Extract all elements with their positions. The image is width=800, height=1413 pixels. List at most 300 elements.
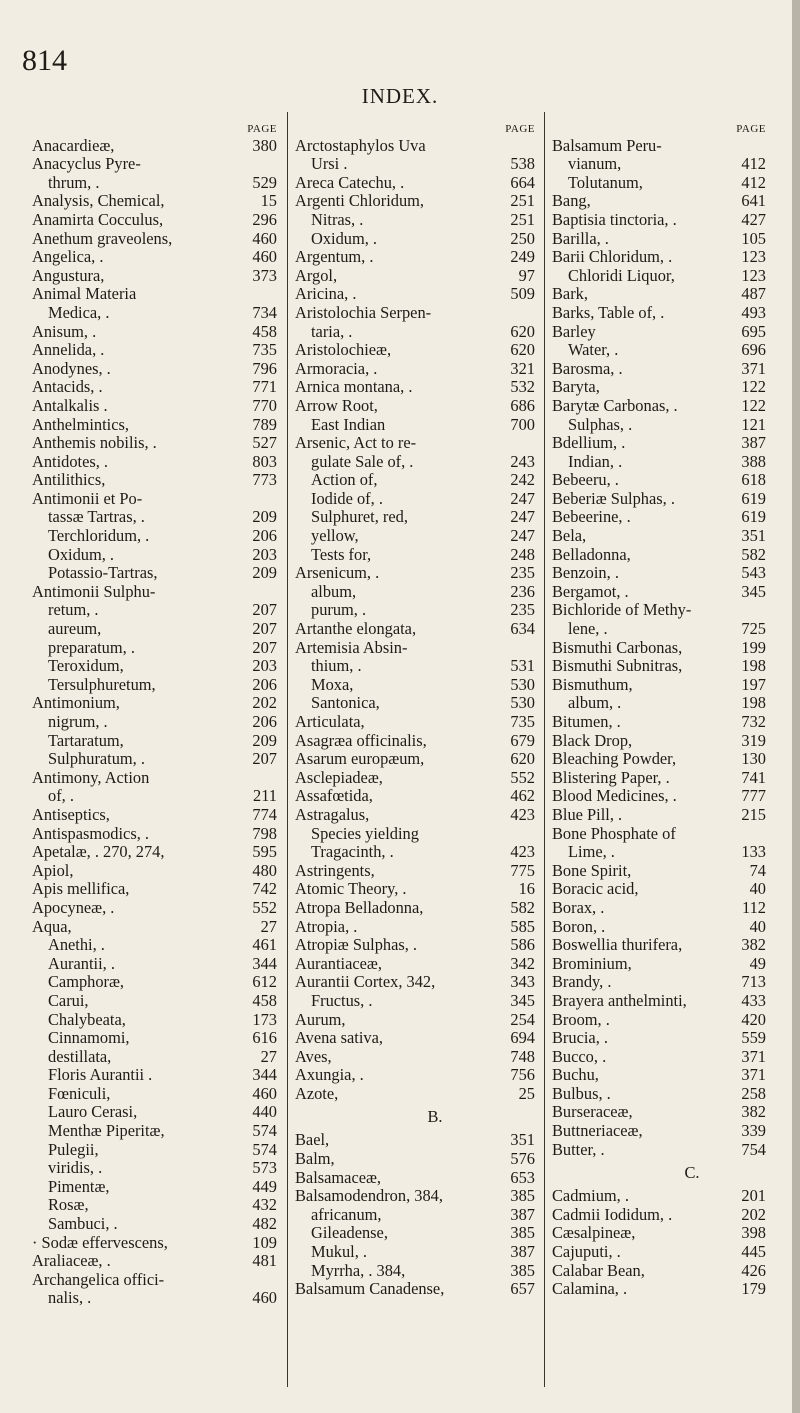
entry-page: 382 — [741, 1102, 766, 1122]
entry-term: Assafœtida, — [295, 786, 373, 806]
entry-page: 694 — [510, 1028, 535, 1048]
entry-term: Terchloridum, . — [48, 526, 150, 546]
index-entry — [552, 694, 792, 713]
entry-page: 371 — [741, 1065, 766, 1085]
index-entry — [32, 936, 277, 955]
entry-page: 343 — [510, 972, 535, 992]
index-entry — [32, 285, 277, 304]
index-entry — [32, 360, 277, 379]
index-entry — [295, 713, 535, 732]
entry-term: Astringents, — [295, 860, 375, 880]
index-entry — [32, 397, 277, 416]
entry-page: 249 — [510, 247, 535, 267]
entry-term: Bitumen, . — [552, 712, 621, 731]
running-head: INDEX. — [361, 84, 439, 108]
index-entry — [552, 899, 792, 918]
index-entry — [295, 453, 535, 472]
index-entry — [32, 825, 277, 844]
entry-term: Brominium, — [552, 953, 632, 973]
index-entry — [32, 1141, 277, 1160]
entry-page: 458 — [252, 990, 277, 1010]
index-entry — [295, 546, 535, 565]
entry-term: Anthelmintics, — [32, 414, 129, 434]
index-entry — [32, 1066, 277, 1085]
entry-page: 198 — [741, 656, 766, 676]
index-entry — [552, 1262, 792, 1281]
entry-term: Lime, . — [568, 842, 615, 862]
entry-page: 412 — [741, 172, 766, 192]
entry-page: 122 — [741, 395, 766, 415]
index-entry — [32, 1178, 277, 1197]
index-entry — [32, 211, 277, 230]
index-entry — [295, 918, 535, 937]
entry-page: 732 — [741, 712, 766, 731]
entry-page: 480 — [252, 860, 277, 880]
index-entry — [552, 1085, 792, 1104]
index-entry — [32, 732, 277, 751]
index-entry — [295, 137, 535, 156]
entry-page: 595 — [252, 842, 277, 862]
entry-page: 725 — [741, 619, 766, 639]
entry-page: 235 — [510, 563, 535, 583]
entry-page: 582 — [741, 544, 766, 564]
entry-term: Sambuci, . — [48, 1214, 118, 1234]
index-entry — [295, 750, 535, 769]
entry-term: Antalkalis . — [32, 395, 108, 415]
index-entry — [552, 174, 792, 193]
index-entry — [295, 620, 535, 639]
entry-term: Antispasmodics, . — [32, 823, 150, 843]
entry-term: Analysis, Chemical, — [32, 191, 165, 211]
entry-term: of, . — [48, 786, 74, 806]
entry-page: 342 — [510, 953, 535, 973]
entry-term: thrum, . — [48, 172, 100, 192]
index-entry — [552, 1029, 792, 1048]
index-entry — [295, 1169, 535, 1188]
entry-page: 734 — [252, 302, 277, 322]
index-entry — [552, 1122, 792, 1141]
index-entry — [552, 1048, 792, 1067]
index-entry — [32, 899, 277, 918]
entry-page: 123 — [741, 247, 766, 267]
index-entry — [295, 657, 535, 676]
entry-term: Antidotes, . — [32, 451, 109, 471]
entry-page: 530 — [510, 693, 535, 713]
entry-term: yellow, — [311, 526, 359, 546]
entry-page: 789 — [252, 414, 277, 434]
entry-term: Bang, — [552, 191, 591, 211]
index-entry — [552, 825, 792, 844]
entry-term: Aurum, — [295, 1009, 346, 1029]
entry-term: Arsenic, Act to re- — [295, 433, 417, 453]
entry-term: Aurantii, . — [48, 953, 115, 973]
entry-page: 235 — [510, 600, 535, 620]
entry-page: 432 — [252, 1195, 277, 1215]
entry-page: 420 — [741, 1009, 766, 1029]
page-number: 814 — [22, 44, 67, 77]
entry-term: Anacyclus Pyre- — [32, 154, 141, 174]
entry-page: 619 — [741, 507, 766, 527]
index-entry — [552, 192, 792, 211]
index-entry — [32, 973, 277, 992]
index-entry — [295, 211, 535, 230]
index-entry — [552, 1066, 792, 1085]
entry-page: 385 — [510, 1260, 535, 1280]
index-entry — [295, 899, 535, 918]
entry-page: 243 — [510, 451, 535, 471]
entry-page: 679 — [510, 730, 535, 750]
index-entry — [552, 880, 792, 899]
entry-page: 803 — [252, 451, 277, 471]
entry-page: 179 — [741, 1279, 766, 1299]
entry-term: destillata, — [48, 1046, 112, 1066]
index-entry — [32, 918, 277, 937]
index-entry — [295, 694, 535, 713]
entry-term: Antimony, Action — [32, 767, 150, 787]
entry-page: 530 — [510, 674, 535, 694]
entry-term: Barilla, . — [552, 228, 609, 248]
entry-term: Bdellium, . — [552, 433, 626, 453]
entry-term: Action of, — [311, 470, 378, 490]
index-entry — [552, 230, 792, 249]
page-column-header: PAGE — [247, 123, 277, 135]
entry-page: 771 — [252, 377, 277, 397]
entry-page: 460 — [252, 247, 277, 267]
index-entry — [32, 267, 277, 286]
index-entry — [552, 936, 792, 955]
entry-term: Pimentæ, — [48, 1176, 110, 1196]
entry-page: 199 — [741, 637, 766, 657]
entry-page: 460 — [252, 228, 277, 248]
entry-term: Animal Materia — [32, 284, 137, 304]
entry-term: Oxidum, . — [48, 544, 115, 564]
index-entry — [552, 564, 792, 583]
entry-term: Bebeeru, . — [552, 470, 619, 490]
entry-page: 574 — [252, 1139, 277, 1159]
entry-term: Barosma, . — [552, 358, 623, 378]
index-entry — [552, 1243, 792, 1262]
index-entry — [32, 713, 277, 732]
entry-page: 754 — [741, 1139, 766, 1159]
entry-term: Artemisia Absin- — [295, 637, 408, 657]
entry-term: Boron, . — [552, 916, 606, 936]
entry-page: 215 — [741, 804, 766, 824]
index-entry — [32, 639, 277, 658]
index-entry — [32, 657, 277, 676]
entry-term: Barks, Table of, . — [552, 302, 665, 322]
section-letter: B. — [427, 1107, 443, 1127]
index-entry — [552, 676, 792, 695]
entry-term: album, . — [568, 693, 622, 713]
index-entry — [32, 769, 277, 788]
entry-page: 748 — [510, 1046, 535, 1066]
index-entry — [295, 174, 535, 193]
entry-term: Apis mellifica, — [32, 879, 130, 899]
entry-term: Species yielding — [311, 823, 419, 843]
index-entry — [552, 341, 792, 360]
entry-page: 695 — [741, 321, 766, 341]
entry-term: Sulphuratum, . — [48, 749, 145, 769]
entry-term: Indian, . — [568, 451, 623, 471]
entry-page: 460 — [252, 1083, 277, 1103]
entry-term: Astragalus, — [295, 804, 370, 824]
index-column-3 — [552, 118, 792, 1299]
entry-term: Argol, — [295, 265, 338, 285]
index-entry — [295, 527, 535, 546]
entry-page: 460 — [252, 1288, 277, 1308]
entry-term: Borax, . — [552, 897, 605, 917]
entry-page: 445 — [741, 1242, 766, 1262]
entry-term: Anodynes, . — [32, 358, 111, 378]
entry-term: Barii Chloridum, . — [552, 247, 673, 267]
entry-term: Aqua, — [32, 916, 72, 936]
entry-page: 242 — [510, 470, 535, 490]
entry-term: Beberiæ Sulphas, . — [552, 488, 675, 508]
entry-page: 112 — [742, 897, 766, 917]
index-entry — [32, 955, 277, 974]
index-entry — [295, 787, 535, 806]
index-entry — [552, 750, 792, 769]
entry-page: 620 — [510, 749, 535, 769]
index-entry — [295, 1187, 535, 1206]
index-entry — [32, 378, 277, 397]
entry-term: Annelida, . — [32, 340, 105, 360]
entry-page: 440 — [252, 1102, 277, 1122]
entry-term: Burseraceæ, — [552, 1102, 633, 1122]
entry-term: Sulphuret, red, — [311, 507, 408, 527]
entry-term: Tolutanum, — [568, 172, 643, 192]
index-entry — [552, 1141, 792, 1160]
entry-term: Boswellia thurifera, — [552, 935, 683, 955]
entry-term: Bebeerine, . — [552, 507, 631, 527]
index-entry — [295, 973, 535, 992]
entry-page: 742 — [252, 879, 277, 899]
index-entry — [32, 1289, 277, 1308]
entry-page: 27 — [260, 916, 277, 936]
index-entry — [32, 1252, 277, 1271]
entry-term: Teroxidum, — [48, 656, 124, 676]
entry-page: 40 — [749, 916, 766, 936]
entry-term: Water, . — [568, 340, 619, 360]
entry-page: 202 — [741, 1204, 766, 1224]
entry-term: Floris Aurantii . — [48, 1065, 153, 1085]
index-column-1 — [32, 118, 277, 1308]
entry-term: Blistering Paper, . — [552, 767, 670, 787]
entry-page: 387 — [741, 433, 766, 453]
entry-page: 385 — [510, 1186, 535, 1206]
index-entry — [32, 676, 277, 695]
entry-term: Arsenicum, . — [295, 563, 380, 583]
index-entry — [295, 769, 535, 788]
index-entry — [552, 434, 792, 453]
entry-page: 423 — [510, 804, 535, 824]
entry-term: Asarum europæum, — [295, 749, 425, 769]
entry-page: 236 — [510, 581, 535, 601]
entry-page: 559 — [741, 1028, 766, 1048]
index-entry — [552, 1224, 792, 1243]
entry-term: Nitras, . — [311, 209, 364, 229]
entry-page: 207 — [252, 600, 277, 620]
entry-page: 582 — [510, 897, 535, 917]
entry-page: 798 — [252, 823, 277, 843]
index-entry — [552, 787, 792, 806]
entry-page: 345 — [741, 581, 766, 601]
entry-term: Cinnamomi, — [48, 1028, 130, 1048]
entry-term: Bela, — [552, 526, 587, 546]
entry-page: 387 — [510, 1242, 535, 1262]
entry-term: Angelica, . — [32, 247, 104, 267]
index-entry — [32, 174, 277, 193]
index-entry — [295, 1150, 535, 1169]
entry-page: 74 — [749, 860, 766, 880]
index-entry — [552, 1280, 792, 1299]
entry-page: 773 — [252, 470, 277, 490]
entry-page: 321 — [510, 358, 535, 378]
index-entry — [552, 397, 792, 416]
entry-page: 351 — [741, 526, 766, 546]
entry-term: Oxidum, . — [311, 228, 378, 248]
entry-term: Axungia, . — [295, 1065, 364, 1085]
entry-page: 543 — [741, 563, 766, 583]
entry-page: 371 — [741, 1046, 766, 1066]
entry-page: 206 — [252, 712, 277, 731]
entry-page: 351 — [510, 1130, 535, 1150]
index-entry — [32, 1196, 277, 1215]
entry-term: africanum, — [311, 1204, 382, 1224]
entry-term: Baryta, — [552, 377, 600, 397]
entry-term: Camphoræ, — [48, 972, 125, 992]
index-entry — [552, 973, 792, 992]
entry-page: 713 — [741, 972, 766, 992]
entry-page: 207 — [252, 637, 277, 657]
entry-page: 585 — [510, 916, 535, 936]
entry-page: 770 — [252, 395, 277, 415]
entry-page: 40 — [749, 879, 766, 899]
index-entry — [295, 936, 535, 955]
entry-term: Balm, — [295, 1149, 335, 1169]
index-entry — [32, 880, 277, 899]
entry-page: 756 — [510, 1065, 535, 1085]
entry-term: Antiseptics, — [32, 804, 110, 824]
entry-term: Apiol, — [32, 860, 74, 880]
entry-term: Sulphas, . — [568, 414, 633, 434]
index-entry — [295, 1280, 535, 1299]
index-entry — [552, 769, 792, 788]
index-entry — [552, 1206, 792, 1225]
index-entry — [295, 471, 535, 490]
entry-page: 380 — [252, 135, 277, 155]
entry-term: Articulata, — [295, 712, 365, 731]
entry-term: Rosæ, — [48, 1195, 89, 1215]
entry-term: Arrow Root, — [295, 395, 378, 415]
entry-page: 423 — [510, 842, 535, 862]
entry-page: 696 — [741, 340, 766, 360]
entry-term: Chloridi Liquor, — [568, 265, 675, 285]
index-entry — [32, 248, 277, 267]
entry-page: 371 — [741, 358, 766, 378]
entry-term: taria, . — [311, 321, 353, 341]
entry-page: 105 — [741, 228, 766, 248]
entry-page: 653 — [510, 1167, 535, 1187]
entry-page: 735 — [252, 340, 277, 360]
index-entry — [32, 230, 277, 249]
entry-term: Bucco, . — [552, 1046, 607, 1066]
entry-page: 49 — [749, 953, 766, 973]
entry-term: Blue Pill, . — [552, 804, 623, 824]
entry-page: 202 — [252, 693, 277, 713]
entry-term: Araliaceæ, . — [32, 1251, 111, 1271]
entry-page: 574 — [252, 1121, 277, 1141]
entry-page: 412 — [741, 154, 766, 174]
index-entry — [552, 285, 792, 304]
entry-page: 538 — [510, 154, 535, 174]
entry-term: Anisum, . — [32, 321, 97, 341]
index-entry — [32, 620, 277, 639]
entry-term: Balsamaceæ, — [295, 1167, 382, 1187]
entry-page: 247 — [510, 526, 535, 546]
entry-page: 552 — [252, 897, 277, 917]
entry-page: 586 — [510, 935, 535, 955]
entry-page: 796 — [252, 358, 277, 378]
section-letter: C. — [684, 1163, 700, 1183]
entry-page: 664 — [510, 172, 535, 192]
index-entry — [32, 1271, 277, 1290]
entry-page: 686 — [510, 395, 535, 415]
entry-term: Buttneriaceæ, — [552, 1121, 643, 1141]
index-entry — [295, 397, 535, 416]
entry-term: Potassio-Tartras, — [48, 563, 158, 583]
entry-term: lene, . — [568, 619, 608, 639]
index-entry — [32, 1011, 277, 1030]
index-entry — [32, 527, 277, 546]
index-entry — [295, 1085, 535, 1104]
index-entry — [295, 1224, 535, 1243]
entry-page: 251 — [510, 209, 535, 229]
entry-term: aureum, — [48, 619, 102, 639]
index-entry — [32, 1215, 277, 1234]
index-entry — [295, 862, 535, 881]
entry-term: Balsamodendron, 384, — [295, 1186, 443, 1206]
index-entry — [552, 1187, 792, 1206]
entry-page: 296 — [252, 209, 277, 229]
entry-page: 122 — [741, 377, 766, 397]
entry-term: viridis, . — [48, 1158, 103, 1178]
entry-page: 458 — [252, 321, 277, 341]
entry-term: Aristolochia Serpen- — [295, 302, 432, 322]
index-entry — [552, 639, 792, 658]
index-entry — [295, 285, 535, 304]
entry-term: Angustura, — [32, 265, 105, 285]
index-entry — [32, 471, 277, 490]
entry-term: Calabar Bean, — [552, 1260, 645, 1280]
entry-term: Chalybeata, — [48, 1009, 126, 1029]
entry-page: 250 — [510, 228, 535, 248]
entry-page: 398 — [741, 1223, 766, 1243]
index-entry — [32, 416, 277, 435]
index-entry — [32, 694, 277, 713]
index-entry — [295, 955, 535, 974]
entry-term: Atropia, . — [295, 916, 358, 936]
entry-term: Balsamum Peru- — [552, 135, 662, 155]
page-column-header: PAGE — [736, 123, 766, 135]
entry-term: Argenti Chloridum, — [295, 191, 424, 211]
index-entry — [295, 378, 535, 397]
entry-term: Atropiæ Sulphas, . — [295, 935, 418, 955]
entry-page: 319 — [741, 730, 766, 750]
entry-term: Bael, — [295, 1130, 330, 1150]
entry-term: Anethum graveolens, — [32, 228, 173, 248]
entry-page: 619 — [741, 488, 766, 508]
